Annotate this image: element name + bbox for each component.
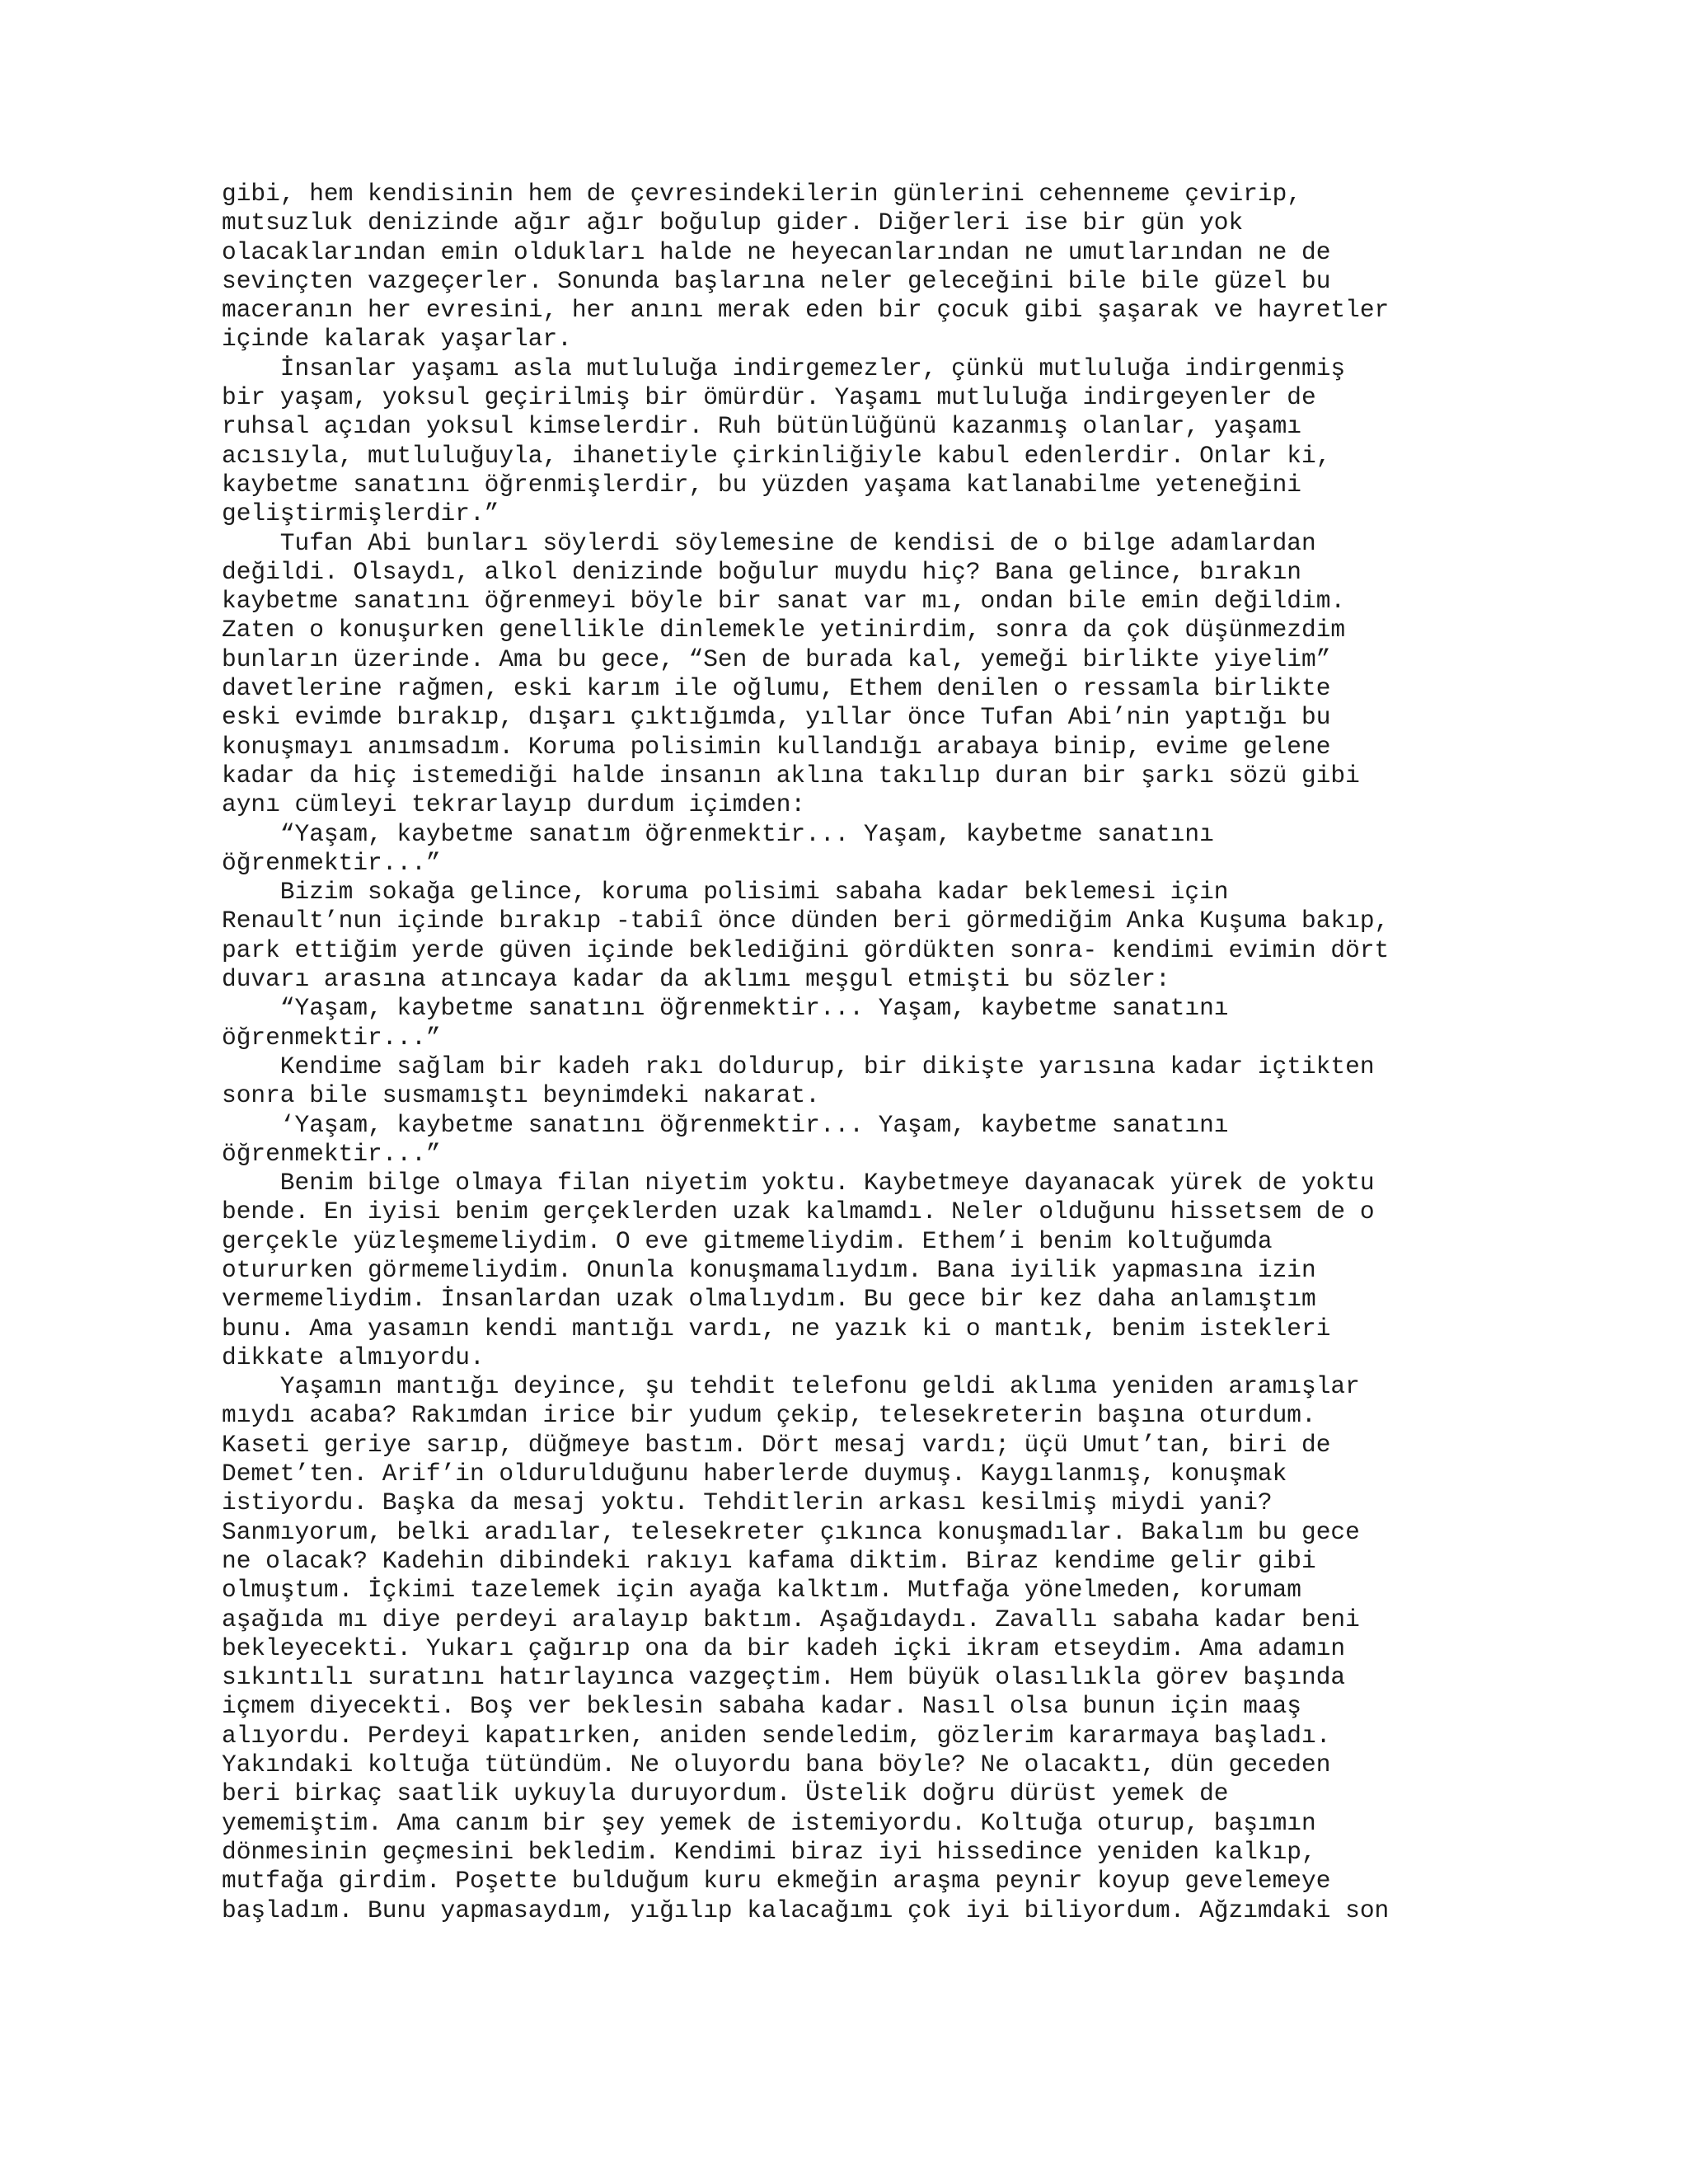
text-line: Demet’ten. Arif’in oldurulduğunu haberlerde duymuş. Kaygılanmış, konuşmak — [222, 1460, 1287, 1488]
text-line: Tufan Abi bunları söylerdi söylemesine de kendisi de o bilge adamlardan — [222, 528, 1316, 557]
text-line: duvarı arasına atıncaya kadar da aklımı meşgul etmişti bu sözler: — [222, 965, 1170, 994]
text-line: içmem diyecekti. Boş ver beklesin sabaha kadar. Nasıl olsa bunun için maaş — [222, 1692, 1302, 1721]
text-line: Kaseti geriye sarıp, düğmeye bastım. Dört mesaj vardı; üçü Umut’tan, biri de — [222, 1430, 1331, 1459]
text-line: bir yaşam, yoksul geçirilmiş bir ömürdür. Yaşamı mutluluğa indirgeyenler de — [222, 383, 1316, 412]
text-line: Sanmıyorum, belki aradılar, telesekreter çıkınca konuşmadılar. Bakalım bu gece — [222, 1517, 1360, 1546]
text-line: öğrenmektir...” — [222, 848, 441, 877]
text-line: kaybetme sanatını öğrenmişlerdir, bu yüzden yaşama katlanabilme yeteneğini — [222, 470, 1302, 499]
text-line: Renault’nun içinde bırakıp -tabiî önce dünden beri görmediğim Anka Kuşuma bakıp, — [222, 907, 1390, 935]
text-line: otururken görmemeliydim. Onunla konuşmamalıydım. Bana iyilik yapmasına izin — [222, 1255, 1316, 1284]
text-line: beri birkaç saatlik uykuyla duruyordum. Üstelik doğru dürüst yemek de — [222, 1779, 1229, 1808]
text-line: mutsuzluk denizinde ağır ağır boğulup gider. Diğerleri ise bir gün yok — [222, 209, 1244, 237]
text-line: ne olacak? Kadehin dibindeki rakıyı kafama diktim. Biraz kendime gelir gibi — [222, 1546, 1316, 1575]
text-line: maceranın her evresini, her anını merak eden bir çocuk gibi şaşarak ve hayretler — [222, 296, 1390, 325]
text-line: dikkate almıyordu. — [222, 1343, 485, 1371]
text-line: sonra bile susmamıştı beynimdeki nakarat. — [222, 1081, 820, 1110]
text-line: ‘Yaşam, kaybetme sanatını öğrenmektir... Yaşam, kaybetme sanatını — [222, 1110, 1229, 1139]
text-line: davetlerine rağmen, eski karım ile oğlumu, Ethem denilen o ressamla birlikte — [222, 674, 1331, 703]
text-line: alıyordu. Perdeyi kapatırken, aniden sendeledim, gözlerim kararmaya başladı. — [222, 1721, 1331, 1750]
text-line: dönmesinin geçmesini bekledim. Kendimi biraz iyi hissedince yeniden kalkıp, — [222, 1837, 1316, 1866]
text-line: “Yaşam, kaybetme sanatını öğrenmektir... Yaşam, kaybetme sanatını — [222, 994, 1229, 1023]
text-line: içinde kalarak yaşarlar. — [222, 325, 572, 354]
text-line: öğrenmektir...” — [222, 1023, 441, 1052]
text-line: bunu. Ama yasamın kendi mantığı vardı, ne yazık ki o mantık, benim istekleri — [222, 1314, 1331, 1343]
text-line: sıkıntılı suratını hatırlayınca vazgeçtim. Hem büyük olasılıkla görev başında — [222, 1663, 1346, 1692]
text-line: kaybetme sanatını öğrenmeyi böyle bir sanat var mı, ondan bile emin değildim. — [222, 587, 1346, 616]
text-line: konuşmayı anımsadım. Koruma polisimin kullandığı arabaya binip, evime gelene — [222, 732, 1331, 761]
text-line: park ettiğim yerde güven içinde beklediğini gördükten sonra- kendimi evimin dört — [222, 935, 1390, 964]
text-line: vermemeliydim. İnsanlardan uzak olmalıydım. Bu gece bir kez daha anlamıştım — [222, 1285, 1316, 1314]
text-line: eski evimde bırakıp, dışarı çıktığımda, yıllar önce Tufan Abi’nin yaptığı bu — [222, 703, 1331, 732]
text-line: başladım. Bunu yapmasaydım, yığılıp kalacağımı çok iyi biliyordum. Ağzımdaki son — [222, 1896, 1390, 1924]
text-line: öğrenmektir...” — [222, 1139, 441, 1168]
text-line: istiyordu. Başka da mesaj yoktu. Tehditlerin arkası kesilmiş miydi yani? — [222, 1488, 1273, 1517]
text-line: olacaklarından emin oldukları halde ne heyecanlarından ne umutlarından ne de — [222, 237, 1331, 266]
body-text — [222, 180, 1507, 1925]
text-line: ruhsal açıdan yoksul kimselerdir. Ruh bütünlüğünü kazanmış olanlar, yaşamı — [222, 412, 1302, 441]
text-line: kadar da hiç istemediği halde insanın aklına takılıp duran bir şarkı sözü gibi — [222, 761, 1360, 790]
text-line: Yakındaki koltuğa tütündüm. Ne oluyordu bana böyle? Ne olacaktı, dün geceden — [222, 1750, 1331, 1779]
text-line: değildi. Olsaydı, alkol denizinde boğulur muydu hiç? Bana gelince, bırakın — [222, 557, 1302, 586]
text-line: olmuştum. İçkimi tazelemek için ayağa kalktım. Mutfağa yönelmeden, korumam — [222, 1576, 1302, 1605]
text-line: bende. En iyisi benim gerçeklerden uzak kalmamdı. Neler olduğunu hissetsem de o — [222, 1197, 1375, 1226]
text-line: Yaşamın mantığı deyince, şu tehdit telefonu geldi aklıma yeniden aramışlar — [222, 1372, 1360, 1401]
text-line: sevinçten vazgeçerler. Sonunda başlarına neler geleceğini bile bile güzel bu — [222, 266, 1331, 295]
text-line: aynı cümleyi tekrarlayıp durdum içimden: — [222, 790, 806, 819]
text-line: mıydı acaba? Rakımdan irice bir yudum çekip, telesekreterin başına oturdum. — [222, 1401, 1316, 1430]
text-line: acısıyla, mutluluğuyla, ihanetiyle çirkinliğiyle kabul edenlerdir. Onlar ki, — [222, 441, 1331, 470]
text-line: yememiştim. Ama canım bir şey yemek de istemiyordu. Koltuğa oturup, başımın — [222, 1808, 1316, 1837]
text-line: mutfağa girdim. Poşette bulduğum kuru ekmeğin araşma peynir koyup gevelemeye — [222, 1867, 1331, 1896]
text-line: “Yaşam, kaybetme sanatım öğrenmektir... Yaşam, kaybetme sanatını — [222, 819, 1214, 848]
text-line: geliştirmişlerdir.” — [222, 499, 499, 528]
text-line: Benim bilge olmaya filan niyetim yoktu. Kaybetmeye dayanacak yürek de yoktu — [222, 1169, 1375, 1197]
text-line: Bizim sokağa gelince, koruma polisimi sabaha kadar beklemesi için — [222, 878, 1229, 907]
text-line: Kendime sağlam bir kadeh rakı doldurup, bir dikişte yarısına kadar içtikten — [222, 1052, 1375, 1080]
text-line: aşağıda mı diye perdeyi aralayıp baktım. Aşağıdaydı. Zavallı sabaha kadar beni — [222, 1605, 1360, 1633]
text-line: Zaten o konuşurken genellikle dinlemekle yetinirdim, sonra da çok düşünmezdim — [222, 616, 1346, 644]
text-line: bekleyecekti. Yukarı çağırıp ona da bir kadeh içki ikram etseydim. Ama adamın — [222, 1633, 1346, 1662]
text-line: gibi, hem kendisinin hem de çevresindekilerin günlerini cehenneme çevirip, — [222, 180, 1302, 208]
text-line: gerçekle yüzleşmemeliydim. O eve gitmemeliydim. Ethem’i benim koltuğumda — [222, 1226, 1273, 1255]
text-line: İnsanlar yaşamı asla mutluluğa indirgemezler, çünkü mutluluğa indirgenmiş — [222, 354, 1346, 382]
text-line: bunların üzerinde. Ama bu gece, “Sen de burada kal, yemeği birlikte yiyelim” — [222, 644, 1331, 673]
